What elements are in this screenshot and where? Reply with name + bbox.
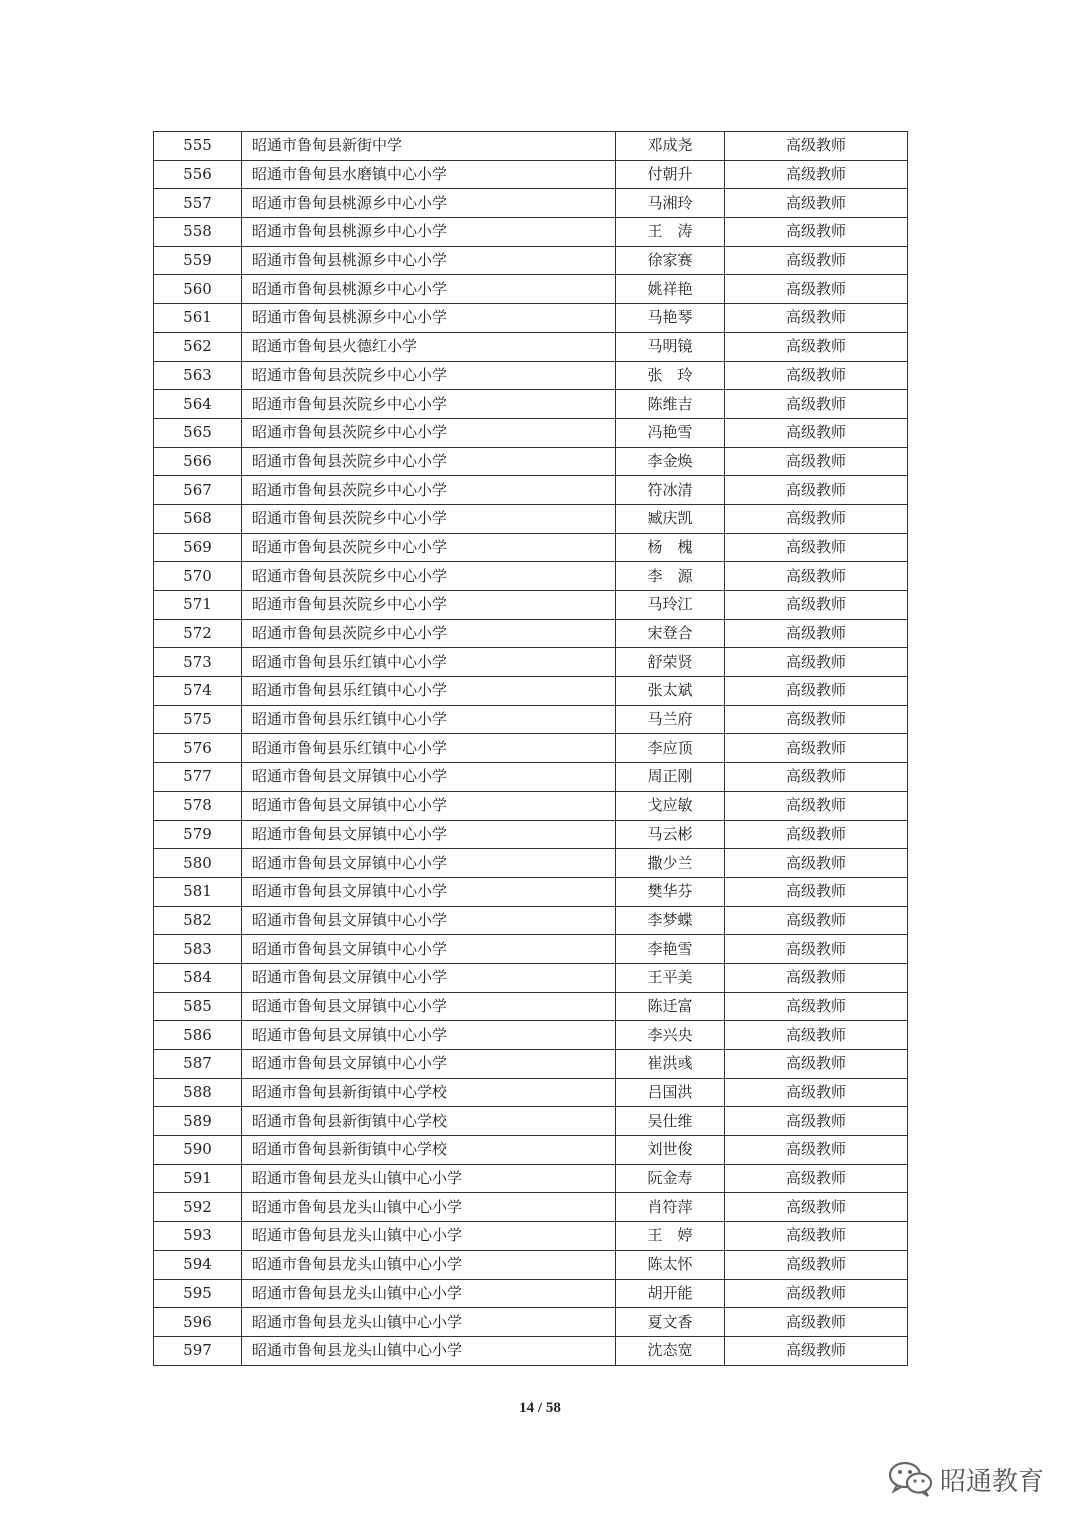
- table-row: [154, 132, 908, 161]
- school-cell: 昭通市鲁甸县龙头山镇中心小学: [242, 1164, 616, 1193]
- row-number-cell: 559: [154, 246, 242, 275]
- table-row: [154, 705, 908, 734]
- school-cell: 昭通市鲁甸县文屏镇中心小学: [242, 791, 616, 820]
- teacher-name-cell: 王平美: [616, 963, 725, 992]
- teacher-name-cell: 舒荣贤: [616, 648, 725, 677]
- teacher-name-cell: 马艳琴: [616, 304, 725, 333]
- school-cell: 昭通市鲁甸县文屏镇中心小学: [242, 935, 616, 964]
- school-cell: 昭通市鲁甸县文屏镇中心小学: [242, 906, 616, 935]
- title-cell: 高级教师: [725, 1164, 908, 1193]
- teacher-name-cell: 戈应敏: [616, 791, 725, 820]
- table-row: [154, 390, 908, 419]
- wechat-icon: [888, 1460, 934, 1498]
- row-number-cell: 582: [154, 906, 242, 935]
- teacher-name-cell: 张太斌: [616, 677, 725, 706]
- row-number-cell: 586: [154, 1021, 242, 1050]
- title-cell: 高级教师: [725, 332, 908, 361]
- teacher-name-cell: 陈维吉: [616, 390, 725, 419]
- table-row: [154, 791, 908, 820]
- school-cell: 昭通市鲁甸县龙头山镇中心小学: [242, 1308, 616, 1337]
- table-row: [154, 1050, 908, 1079]
- teacher-name-cell: 阮金寿: [616, 1164, 725, 1193]
- title-cell: 高级教师: [725, 1279, 908, 1308]
- school-cell: 昭通市鲁甸县乐红镇中心小学: [242, 705, 616, 734]
- table-row: [154, 849, 908, 878]
- teacher-name-cell: 宋登合: [616, 619, 725, 648]
- row-number-cell: 572: [154, 619, 242, 648]
- school-cell: 昭通市鲁甸县茨院乡中心小学: [242, 533, 616, 562]
- table-row: [154, 1250, 908, 1279]
- row-number-cell: 585: [154, 992, 242, 1021]
- title-cell: 高级教师: [725, 1050, 908, 1079]
- teacher-name-cell: 夏文香: [616, 1308, 725, 1337]
- row-number-cell: 591: [154, 1164, 242, 1193]
- school-cell: 昭通市鲁甸县桃源乡中心小学: [242, 275, 616, 304]
- table-body: [154, 132, 908, 1366]
- table-row: [154, 361, 908, 390]
- school-cell: 昭通市鲁甸县龙头山镇中心小学: [242, 1193, 616, 1222]
- table-row: [154, 992, 908, 1021]
- title-cell: 高级教师: [725, 1308, 908, 1337]
- teacher-name-cell: 撒少兰: [616, 849, 725, 878]
- teacher-name-cell: 吕国洪: [616, 1078, 725, 1107]
- teacher-name-cell: 沈态宽: [616, 1336, 725, 1365]
- row-number-cell: 579: [154, 820, 242, 849]
- row-number-cell: 583: [154, 935, 242, 964]
- school-cell: 昭通市鲁甸县新街中学: [242, 132, 616, 161]
- teacher-name-cell: 肖符萍: [616, 1193, 725, 1222]
- school-cell: 昭通市鲁甸县文屏镇中心小学: [242, 820, 616, 849]
- title-cell: 高级教师: [725, 160, 908, 189]
- school-cell: 昭通市鲁甸县茨院乡中心小学: [242, 504, 616, 533]
- row-number-cell: 571: [154, 591, 242, 620]
- table-row: [154, 1222, 908, 1251]
- teacher-list-table: [153, 131, 908, 1366]
- table-row: [154, 935, 908, 964]
- table-row: [154, 332, 908, 361]
- school-cell: 昭通市鲁甸县茨院乡中心小学: [242, 619, 616, 648]
- teacher-name-cell: 周正刚: [616, 763, 725, 792]
- title-cell: 高级教师: [725, 877, 908, 906]
- watermark-text: 昭通教育: [939, 1466, 1044, 1497]
- table-row: [154, 734, 908, 763]
- row-number-cell: 574: [154, 677, 242, 706]
- teacher-name-cell: 徐家赛: [616, 246, 725, 275]
- school-cell: 昭通市鲁甸县新街镇中心学校: [242, 1107, 616, 1136]
- table-row: [154, 1336, 908, 1365]
- table-row: [154, 447, 908, 476]
- teacher-name-cell: 邓成尧: [616, 132, 725, 161]
- school-cell: 昭通市鲁甸县龙头山镇中心小学: [242, 1279, 616, 1308]
- teacher-name-cell: 姚祥艳: [616, 275, 725, 304]
- row-number-cell: 592: [154, 1193, 242, 1222]
- school-cell: 昭通市鲁甸县茨院乡中心小学: [242, 591, 616, 620]
- table-row: [154, 1107, 908, 1136]
- school-cell: 昭通市鲁甸县文屏镇中心小学: [242, 763, 616, 792]
- table-row: [154, 820, 908, 849]
- school-cell: 昭通市鲁甸县乐红镇中心小学: [242, 648, 616, 677]
- table-row: [154, 1136, 908, 1165]
- title-cell: 高级教师: [725, 591, 908, 620]
- title-cell: 高级教师: [725, 390, 908, 419]
- teacher-name-cell: 陈太怀: [616, 1250, 725, 1279]
- school-cell: 昭通市鲁甸县新街镇中心学校: [242, 1136, 616, 1165]
- row-number-cell: 588: [154, 1078, 242, 1107]
- title-cell: 高级教师: [725, 1250, 908, 1279]
- school-cell: 昭通市鲁甸县桃源乡中心小学: [242, 189, 616, 218]
- school-cell: 昭通市鲁甸县桃源乡中心小学: [242, 246, 616, 275]
- row-number-cell: 581: [154, 877, 242, 906]
- school-cell: 昭通市鲁甸县茨院乡中心小学: [242, 447, 616, 476]
- table-row: [154, 677, 908, 706]
- school-cell: 昭通市鲁甸县龙头山镇中心小学: [242, 1222, 616, 1251]
- table-row: [154, 1308, 908, 1337]
- row-number-cell: 564: [154, 390, 242, 419]
- row-number-cell: 557: [154, 189, 242, 218]
- title-cell: 高级教师: [725, 246, 908, 275]
- row-number-cell: 577: [154, 763, 242, 792]
- title-cell: 高级教师: [725, 820, 908, 849]
- teacher-name-cell: 李梦蝶: [616, 906, 725, 935]
- title-cell: 高级教师: [725, 361, 908, 390]
- teacher-name-cell: 马湘玲: [616, 189, 725, 218]
- title-cell: 高级教师: [725, 763, 908, 792]
- teacher-name-cell: 李艳雪: [616, 935, 725, 964]
- teacher-name-cell: 樊华芬: [616, 877, 725, 906]
- row-number-cell: 578: [154, 791, 242, 820]
- table-row: [154, 533, 908, 562]
- row-number-cell: 575: [154, 705, 242, 734]
- teacher-name-cell: 刘世俊: [616, 1136, 725, 1165]
- row-number-cell: 569: [154, 533, 242, 562]
- school-cell: 昭通市鲁甸县茨院乡中心小学: [242, 418, 616, 447]
- row-number-cell: 576: [154, 734, 242, 763]
- school-cell: 昭通市鲁甸县桃源乡中心小学: [242, 304, 616, 333]
- row-number-cell: 562: [154, 332, 242, 361]
- table-row: [154, 562, 908, 591]
- teacher-name-cell: 吴仕维: [616, 1107, 725, 1136]
- teacher-name-cell: 胡开能: [616, 1279, 725, 1308]
- table-row: [154, 906, 908, 935]
- title-cell: 高级教师: [725, 619, 908, 648]
- table-row: [154, 304, 908, 333]
- row-number-cell: 567: [154, 476, 242, 505]
- school-cell: 昭通市鲁甸县桃源乡中心小学: [242, 218, 616, 247]
- row-number-cell: 596: [154, 1308, 242, 1337]
- table-row: [154, 648, 908, 677]
- school-cell: 昭通市鲁甸县新街镇中心学校: [242, 1078, 616, 1107]
- row-number-cell: 570: [154, 562, 242, 591]
- title-cell: 高级教师: [725, 1078, 908, 1107]
- title-cell: 高级教师: [725, 1107, 908, 1136]
- table-row: [154, 1078, 908, 1107]
- school-cell: 昭通市鲁甸县文屏镇中心小学: [242, 963, 616, 992]
- title-cell: 高级教师: [725, 504, 908, 533]
- school-cell: 昭通市鲁甸县茨院乡中心小学: [242, 562, 616, 591]
- row-number-cell: 566: [154, 447, 242, 476]
- title-cell: 高级教师: [725, 734, 908, 763]
- row-number-cell: 580: [154, 849, 242, 878]
- row-number-cell: 560: [154, 275, 242, 304]
- title-cell: 高级教师: [725, 705, 908, 734]
- title-cell: 高级教师: [725, 1136, 908, 1165]
- table-row: [154, 1279, 908, 1308]
- title-cell: 高级教师: [725, 304, 908, 333]
- school-cell: 昭通市鲁甸县文屏镇中心小学: [242, 849, 616, 878]
- row-number-cell: 561: [154, 304, 242, 333]
- teacher-name-cell: 马玲江: [616, 591, 725, 620]
- teacher-name-cell: 李金焕: [616, 447, 725, 476]
- teacher-name-cell: 符冰清: [616, 476, 725, 505]
- table-row: [154, 504, 908, 533]
- teacher-name-cell: 张 玲: [616, 361, 725, 390]
- school-cell: 昭通市鲁甸县文屏镇中心小学: [242, 1021, 616, 1050]
- table-row: [154, 877, 908, 906]
- teacher-name-cell: 李应顶: [616, 734, 725, 763]
- row-number-cell: 587: [154, 1050, 242, 1079]
- table-row: [154, 763, 908, 792]
- row-number-cell: 584: [154, 963, 242, 992]
- title-cell: 高级教师: [725, 1336, 908, 1365]
- title-cell: 高级教师: [725, 1193, 908, 1222]
- row-number-cell: 597: [154, 1336, 242, 1365]
- teacher-name-cell: 王 婷: [616, 1222, 725, 1251]
- page-number: 14 / 58: [519, 1400, 561, 1416]
- school-cell: 昭通市鲁甸县龙头山镇中心小学: [242, 1250, 616, 1279]
- teacher-name-cell: 李 源: [616, 562, 725, 591]
- title-cell: 高级教师: [725, 963, 908, 992]
- school-cell: 昭通市鲁甸县文屏镇中心小学: [242, 992, 616, 1021]
- row-number-cell: 589: [154, 1107, 242, 1136]
- title-cell: 高级教师: [725, 906, 908, 935]
- title-cell: 高级教师: [725, 935, 908, 964]
- row-number-cell: 593: [154, 1222, 242, 1251]
- title-cell: 高级教师: [725, 791, 908, 820]
- title-cell: 高级教师: [725, 218, 908, 247]
- school-cell: 昭通市鲁甸县茨院乡中心小学: [242, 476, 616, 505]
- school-cell: 昭通市鲁甸县文屏镇中心小学: [242, 1050, 616, 1079]
- school-cell: 昭通市鲁甸县龙头山镇中心小学: [242, 1336, 616, 1365]
- school-cell: 昭通市鲁甸县乐红镇中心小学: [242, 677, 616, 706]
- teacher-name-cell: 马云彬: [616, 820, 725, 849]
- title-cell: 高级教师: [725, 476, 908, 505]
- teacher-name-cell: 臧庆凯: [616, 504, 725, 533]
- teacher-name-cell: 王 涛: [616, 218, 725, 247]
- title-cell: 高级教师: [725, 562, 908, 591]
- table-row: [154, 963, 908, 992]
- row-number-cell: 573: [154, 648, 242, 677]
- table-row: [154, 418, 908, 447]
- teacher-name-cell: 付朝升: [616, 160, 725, 189]
- row-number-cell: 555: [154, 132, 242, 161]
- school-cell: 昭通市鲁甸县茨院乡中心小学: [242, 390, 616, 419]
- watermark: [888, 1460, 1044, 1498]
- school-cell: 昭通市鲁甸县火德红小学: [242, 332, 616, 361]
- row-number-cell: 594: [154, 1250, 242, 1279]
- title-cell: 高级教师: [725, 992, 908, 1021]
- table-row: [154, 160, 908, 189]
- row-number-cell: 558: [154, 218, 242, 247]
- table-row: [154, 275, 908, 304]
- table-row: [154, 189, 908, 218]
- school-cell: 昭通市鲁甸县茨院乡中心小学: [242, 361, 616, 390]
- table-row: [154, 591, 908, 620]
- title-cell: 高级教师: [725, 447, 908, 476]
- title-cell: 高级教师: [725, 275, 908, 304]
- title-cell: 高级教师: [725, 1021, 908, 1050]
- table-row: [154, 476, 908, 505]
- title-cell: 高级教师: [725, 1222, 908, 1251]
- row-number-cell: 565: [154, 418, 242, 447]
- row-number-cell: 595: [154, 1279, 242, 1308]
- title-cell: 高级教师: [725, 418, 908, 447]
- table-row: [154, 1193, 908, 1222]
- title-cell: 高级教师: [725, 132, 908, 161]
- teacher-name-cell: 崔洪彧: [616, 1050, 725, 1079]
- title-cell: 高级教师: [725, 533, 908, 562]
- table-row: [154, 1164, 908, 1193]
- title-cell: 高级教师: [725, 189, 908, 218]
- teacher-name-cell: 马兰府: [616, 705, 725, 734]
- teacher-name-cell: 李兴央: [616, 1021, 725, 1050]
- title-cell: 高级教师: [725, 648, 908, 677]
- table-row: [154, 246, 908, 275]
- table-row: [154, 218, 908, 247]
- teacher-name-cell: 马明镜: [616, 332, 725, 361]
- row-number-cell: 590: [154, 1136, 242, 1165]
- school-cell: 昭通市鲁甸县水磨镇中心小学: [242, 160, 616, 189]
- teacher-name-cell: 冯艳雪: [616, 418, 725, 447]
- teacher-name-cell: 陈迁富: [616, 992, 725, 1021]
- title-cell: 高级教师: [725, 677, 908, 706]
- teacher-name-cell: 杨 槐: [616, 533, 725, 562]
- school-cell: 昭通市鲁甸县文屏镇中心小学: [242, 877, 616, 906]
- school-cell: 昭通市鲁甸县乐红镇中心小学: [242, 734, 616, 763]
- title-cell: 高级教师: [725, 849, 908, 878]
- table-row: [154, 619, 908, 648]
- row-number-cell: 556: [154, 160, 242, 189]
- row-number-cell: 563: [154, 361, 242, 390]
- table-row: [154, 1021, 908, 1050]
- row-number-cell: 568: [154, 504, 242, 533]
